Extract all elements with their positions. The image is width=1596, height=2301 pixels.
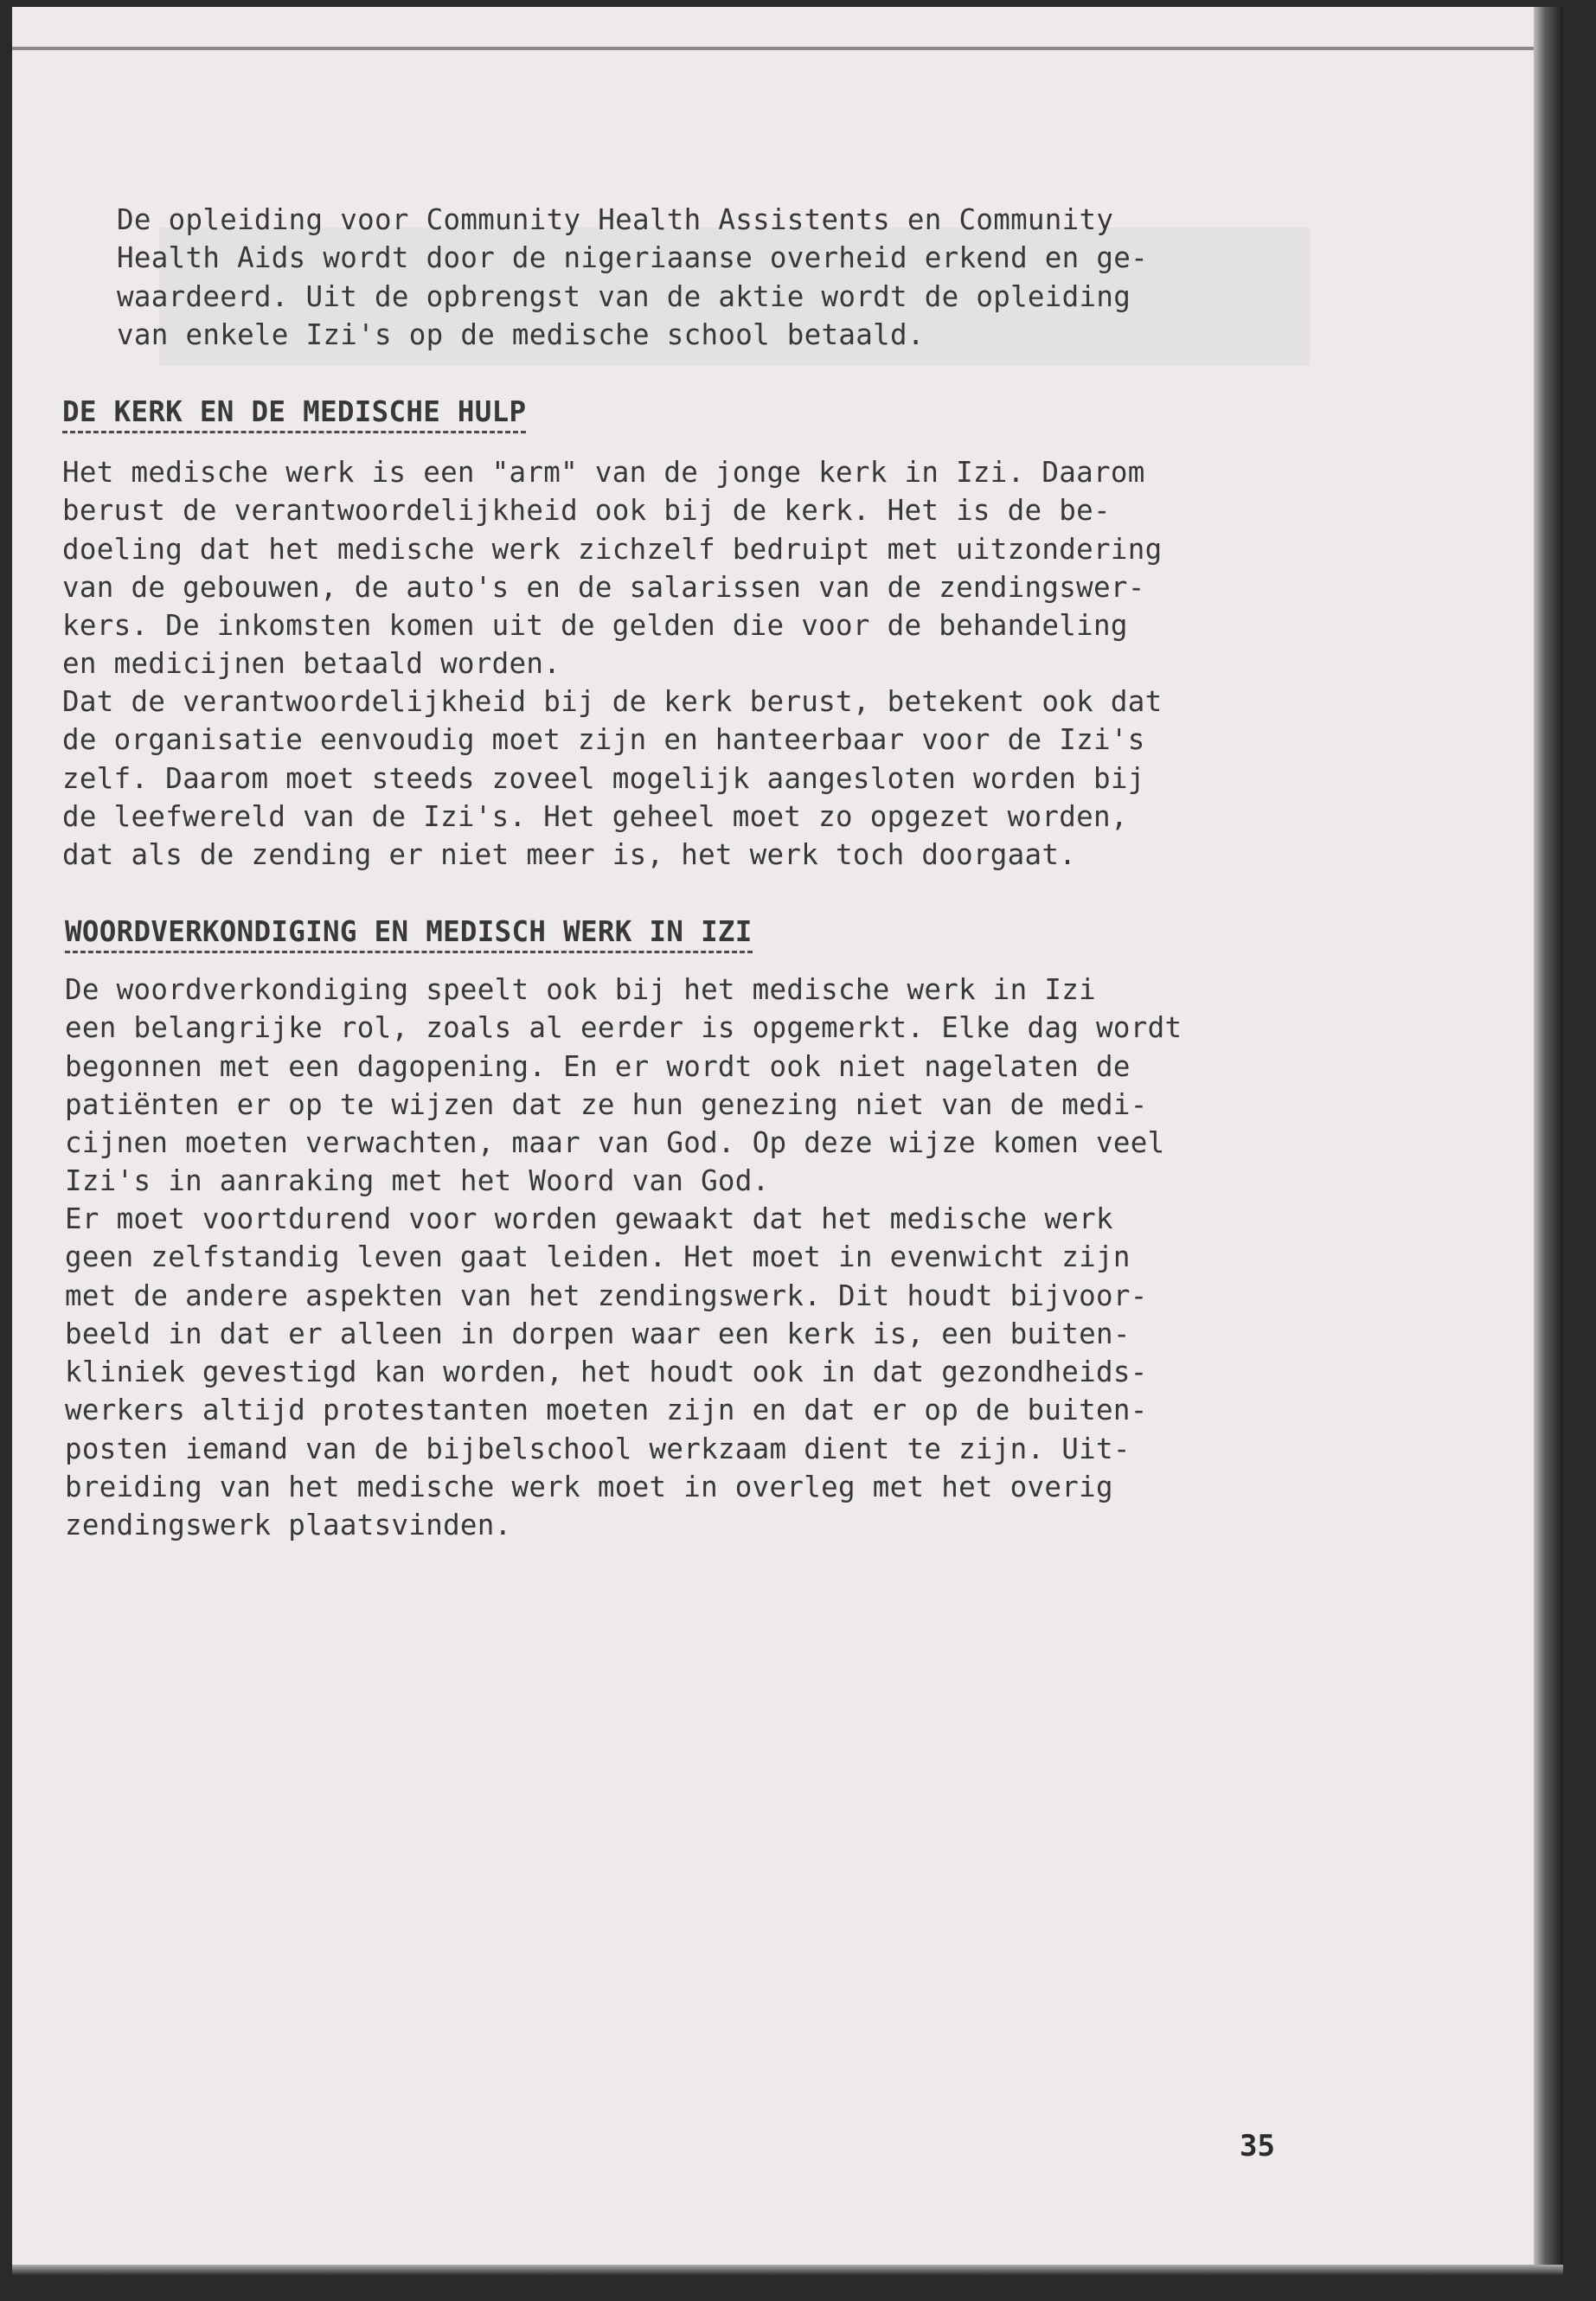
text-line: Er moet voortdurend voor worden gewaakt dat het medische werk xyxy=(65,1202,1113,1235)
text-line: werkers altijd protestanten moeten zijn en dat er op de buiten- xyxy=(65,1394,1148,1427)
bottom-edge xyxy=(12,2265,1563,2275)
intro-paragraph xyxy=(117,201,1148,354)
text-line: breiding van het medische werk moet in overleg met het overig xyxy=(65,1471,1113,1504)
text-line: dat als de zending er niet meer is, het werk toch doorgaat. xyxy=(62,838,1077,872)
text-line: cijnen moeten verwachten, maar van God. Op deze wijze komen veel xyxy=(65,1126,1165,1160)
text-line: en medicijnen betaald worden. xyxy=(62,647,561,681)
text-line: zendingswerk plaatsvinden. xyxy=(65,1509,512,1542)
kerk-paragraph-2 xyxy=(62,683,1162,874)
text-line: posten iemand van de bijbelschool werkzaam dient te zijn. Uit- xyxy=(65,1432,1131,1465)
text-line: doeling dat het medische werk zichzelf bedruipt met uitzondering xyxy=(62,532,1163,566)
text-line: de organisatie eenvoudig moet zijn en hanteerbaar voor de Izi's xyxy=(62,723,1145,757)
text-line: met de andere aspekten van het zendingswerk. Dit houdt bijvoor- xyxy=(65,1279,1148,1312)
heading-woordverkondiging: WOORDVERKONDIGING EN MEDISCH WERK IN IZI xyxy=(65,914,753,953)
text-line: de leefwereld van de Izi's. Het geheel moet zo opgezet worden, xyxy=(62,799,1128,833)
page-number: 35 xyxy=(1240,2129,1275,2163)
text-line: Het medische werk is een "arm" van de jonge kerk in Izi. Daarom xyxy=(62,456,1145,489)
text-line: De opleiding voor Community Health Assistents en Community xyxy=(117,203,1114,236)
text-line: beeld in dat er alleen in dorpen waar een kerk is, een buiten- xyxy=(65,1317,1131,1350)
binding-edge xyxy=(1534,7,1563,2275)
text-line: begonnen met een dagopening. En er wordt ook niet nagelaten de xyxy=(65,1049,1131,1083)
text-line: De woordverkondiging speelt ook bij het medische werk in Izi xyxy=(65,973,1096,1006)
text-line: geen zelfstandig leven gaat leiden. Het moet in evenwicht zijn xyxy=(65,1240,1131,1274)
text-line: zelf. Daarom moet steeds zoveel mogelijk aangesloten worden bij xyxy=(62,761,1145,795)
text-line: patiënten er op te wijzen dat ze hun genezing niet van de medi- xyxy=(65,1087,1148,1121)
document-page xyxy=(12,7,1563,2275)
text-line: berust de verantwoordelijkheid ook bij de kerk. Het is de be- xyxy=(62,494,1111,528)
heading-kerk-en-medische-hulp: DE KERK EN DE MEDISCHE HULP xyxy=(62,394,526,433)
text-line: kliniek gevestigd kan worden, het houdt ook in dat gezondheids- xyxy=(65,1356,1148,1389)
text-line: van de gebouwen, de auto's en de salarissen van de zendingswer- xyxy=(62,570,1145,604)
text-line: van enkele Izi's op de medische school betaald. xyxy=(117,317,925,351)
top-rule xyxy=(12,47,1535,50)
text-line: een belangrijke rol, zoals al eerder is opgemerkt. Elke dag wordt xyxy=(65,1011,1183,1045)
text-line: Health Aids wordt door de nigeriaanse overheid erkend en ge- xyxy=(117,241,1148,275)
woord-paragraph-1 xyxy=(65,971,1182,1201)
text-line: waardeerd. Uit de opbrengst van de aktie wordt de opleiding xyxy=(117,279,1131,313)
text-line: Izi's in aanraking met het Woord van God. xyxy=(65,1164,770,1198)
kerk-paragraph-1 xyxy=(62,453,1162,683)
woord-paragraph-2 xyxy=(65,1200,1148,1545)
text-line: Dat de verantwoordelijkheid bij de kerk berust, betekent ook dat xyxy=(62,685,1163,718)
text-line: kers. De inkomsten komen uit de gelden die voor de behandeling xyxy=(62,609,1128,643)
